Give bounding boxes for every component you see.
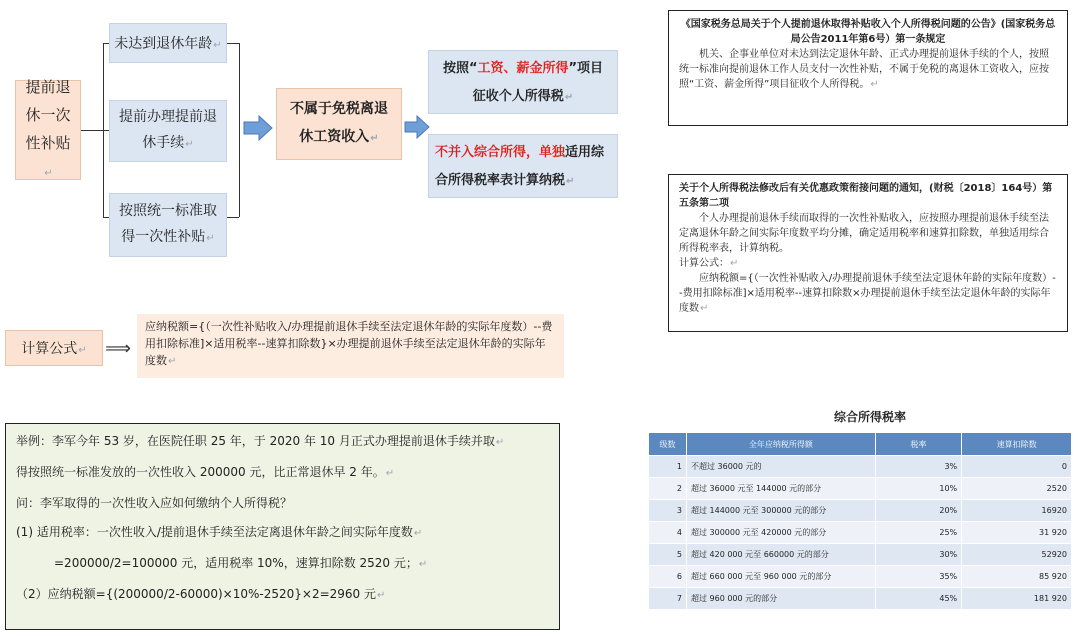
branch-box-1: [109, 23, 227, 63]
notice2-title: 关于个人所得税法修改后有关优惠政策衔接问题的通知，(财税〔2018〕164号）第五条第二项: [679, 183, 1053, 209]
middle-box: [276, 88, 402, 160]
branch-label-1: 未达到退休年龄 ↵: [114, 33, 221, 53]
cell-deduction: 52920: [962, 544, 1072, 566]
right-bracket-vertical: [239, 43, 240, 217]
branch-box-2: [109, 100, 227, 162]
outcome-box-2: [428, 134, 618, 198]
cell-level: 2: [649, 478, 687, 500]
outcome1-prefix: 按照“: [442, 61, 478, 76]
root-connector: [81, 130, 103, 131]
table-row: [649, 522, 1072, 544]
outcome2-highlight: 不并入综合所得，单独: [435, 145, 566, 160]
branch-box-3: [109, 193, 227, 257]
right-bracket-top: [227, 43, 239, 44]
table-row: [649, 566, 1072, 588]
cell-rate: 45%: [875, 588, 961, 610]
cell-level: 4: [649, 522, 687, 544]
middle-label: 不属于免税离退休工资收入 ↵: [287, 95, 391, 153]
cell-income: 超过 36000 元至 144000 元的部分: [686, 478, 875, 500]
root-box: [15, 77, 81, 180]
notice2-formula: 应纳税额={（一次性补贴收入/办理提前退休手续至法定退休年龄的实际年度数）--费用扣除标准]×适用税率--速算扣除数×办理提前退休手续至法定退休年龄的实际年度数 ↵: [679, 271, 1057, 316]
table-row: [649, 588, 1072, 610]
header-level: 级数: [649, 433, 687, 456]
cell-rate: 25%: [875, 522, 961, 544]
header-rate: 税率: [875, 433, 961, 456]
outcome-box-1: [428, 50, 618, 114]
cell-deduction: 16920: [962, 500, 1072, 522]
notice1-title: 《国家税务总局关于个人提前退休取得补贴收入个人所得税问题的公告》(国家税务总局公告2011年第6号）第一条规定: [680, 19, 1056, 45]
table-row: [649, 456, 1072, 478]
example-line-4: (1) 适用税率：一次性收入/提前退休手续至法定离退休年龄之间实际年度数 ↵: [16, 523, 549, 543]
cell-deduction: 2520: [962, 478, 1072, 500]
cell-income: 不超过 36000 元的: [686, 456, 875, 478]
outcome1-highlight: 工资、薪金所得: [477, 61, 569, 76]
cell-income: 超过 144000 元至 300000 元的部分: [686, 500, 875, 522]
cell-rate: 35%: [875, 566, 961, 588]
header-income: 全年应纳税所得额: [686, 433, 875, 456]
flow-arrow-2: [404, 114, 430, 140]
formula-box: [137, 314, 564, 378]
cell-income: 超过 960 000 元的部分: [686, 588, 875, 610]
cell-rate: 3%: [875, 456, 961, 478]
outcome2-suffix: 适用综合所得税率表计算纳税 ↵: [435, 145, 604, 188]
example-line-6: （2）应纳税额={(200000/2-60000)×10%-2520}×2=2960 元 ↵: [16, 585, 549, 605]
formula-label: 计算公式 ↵: [21, 338, 86, 358]
cell-rate: 20%: [875, 500, 961, 522]
notice2-formula-label: 计算公式： ↵: [679, 256, 1057, 271]
table-row: [649, 478, 1072, 500]
cell-level: 6: [649, 566, 687, 588]
cell-level: 1: [649, 456, 687, 478]
formula-text: 应纳税额={（一次性补贴收入/办理提前退休手续至法定退休年龄的实际年度数）--费用扣除标准]×适用税率--速算扣除数}×办理提前退休手续至法定退休年龄的实际年度数 ↵: [145, 320, 552, 367]
right-bracket-bottom: [227, 217, 239, 218]
flow-arrow-1: [243, 114, 273, 142]
cell-income: 超过 660 000 元至 960 000 元的部分: [686, 566, 875, 588]
cell-level: 5: [649, 544, 687, 566]
cell-income: 超过 300000 元至 420000 元的部分: [686, 522, 875, 544]
cell-rate: 10%: [875, 478, 961, 500]
example-line-2: 得按照统一标准发放的一次性收入 200000 元，比正常退休早 2 年。 ↵: [16, 463, 549, 483]
cell-level: 3: [649, 500, 687, 522]
cell-rate: 30%: [875, 544, 961, 566]
branch-label-2: 提前办理提前退休手续 ↵: [118, 104, 218, 158]
notice-box-2: [668, 174, 1068, 332]
root-label: 提前退休一次性补贴 ↵: [24, 73, 72, 188]
tax-rate-table: [648, 432, 1072, 610]
cell-deduction: 181 920: [962, 588, 1072, 610]
notice1-body: 机关、企事业单位对未达到法定退休年龄、正式办理提前退休手续的个人，按照统一标准向提前退休工作人员支付一次性补贴，不属于免税的离退休工资收入，应按照“工资、薪金所得”项目征收个人所得税。 ↵: [679, 47, 1057, 92]
formula-arrow-icon: ⟹: [105, 337, 131, 359]
formula-label-box: [5, 330, 103, 366]
outcome1-suffix: ”项目征收个人所得税 ↵: [473, 61, 603, 104]
header-deduction: 速算扣除数: [962, 433, 1072, 456]
table-title: 综合所得税率: [833, 410, 906, 424]
table-row: [649, 500, 1072, 522]
notice-box-1: [668, 10, 1068, 126]
notice2-body: 个人办理提前退休手续而取得的一次性补贴收入，应按照办理提前退休手续至法定离退休年龄之间实际年度数平均分摊，确定适用税率和速算扣除数，单独适用综合所得税率表，计算纳税。: [679, 213, 1049, 254]
example-line-3: 问：李军取得的一次性收入应如何缴纳个人所得税？: [16, 496, 293, 510]
cell-deduction: 31 920: [962, 522, 1072, 544]
cell-deduction: 85 920: [962, 566, 1072, 588]
cell-level: 7: [649, 588, 687, 610]
branch-label-3: 按照统一标准取得一次性补贴 ↵: [118, 198, 218, 252]
example-line-1: 举例：李军今年 53 岁，在医院任职 25 年，于 2020 年 10 月正式办理提前退休手续并取 ↵: [16, 432, 549, 452]
cell-deduction: 0: [962, 456, 1072, 478]
cell-income: 超过 420 000 元至 660000 元的部分: [686, 544, 875, 566]
example-line-5: =200000/2=100000 元，适用税率 10%，速算扣除数 2520 元； ↵: [16, 554, 549, 574]
table-row: [649, 544, 1072, 566]
example-box: [5, 423, 560, 630]
